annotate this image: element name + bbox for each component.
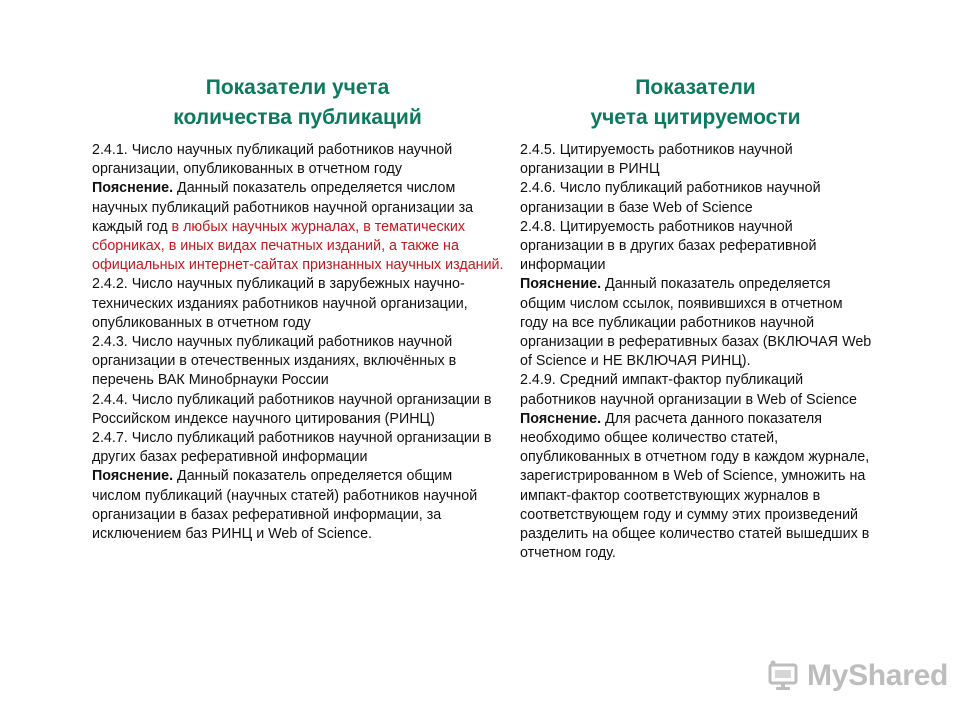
left-item-2-4-3: 2.4.3. Число научных публикаций работников научной организации в отечественных изданиях, включённых в перечень ВАК Минобрнауки России [92, 334, 457, 389]
logo-text: MyShared [807, 659, 948, 692]
right-item-2-4-8: 2.4.8. Цитируемость работников научной организации в в других базах реферативной информации [520, 218, 817, 274]
right-body [520, 141, 873, 563]
right-note-1-label: Пояснение. [520, 276, 602, 293]
presentation-screen-icon [767, 659, 801, 693]
left-item-2-4-7: 2.4.7. Число публикаций работников научной организации в других базах реферативной информации [92, 430, 492, 466]
left-heading-line2: количества публикаций [173, 106, 422, 129]
left-note-2-label: Пояснение. [92, 468, 174, 485]
right-item-2-4-5: 2.4.5. Цитируемость работников научной организации в РИНЦ [520, 142, 793, 178]
left-heading-line1: Показатели учета [205, 76, 390, 99]
right-heading-line2: учета цитируемости [590, 106, 801, 129]
left-heading [90, 73, 505, 133]
left-item-2-4-2: 2.4.2. Число научных публикаций в зарубежных научно-технических изданиях работников научной организации, опубликованных в отчетном году [92, 276, 468, 331]
right-note-2-text: Для расчета данного показателя необходимо общее количество статей, опубликованных в отчетном году в каждом журнале, зарегистрированном в Web of Science, умножить на импакт-фактор соответствующих журналов в соответствующем году и сумму этих произведений разделить на общее количество статей вышедших в отчетном году. [520, 410, 870, 562]
myshared-logo[interactable] [767, 656, 948, 696]
right-item-2-4-9: 2.4.9. Средний импакт-фактор публикаций работников научной организации в Web of Science [520, 372, 857, 408]
left-note-2 [92, 467, 505, 544]
left-item-2-4-1: 2.4.1. Число научных публикаций работников научной организации, опубликованных в отчетном году [92, 142, 453, 178]
right-note-1-text: Данный показатель определяется общим числом ссылок, появившихся в отчетном году на все публикации работников научной организации в реферативных базах (ВКЛЮЧАЯ Web of Science и НЕ ВКЛЮЧАЯ РИНЦ). [520, 276, 872, 370]
right-item-2-4-6: 2.4.6. Число публикаций работников научной организации в базе Web of Science [520, 180, 821, 216]
right-heading-line1: Показатели [635, 76, 756, 99]
left-note-2-text: Данный показатель определяется общим числом публикаций (научных статей) работников научной организации в базах реферативной информации, за исключением баз РИНЦ и Web of Science. [92, 468, 478, 543]
right-note-2 [520, 410, 873, 564]
left-note-1-label: Пояснение. [92, 180, 174, 197]
left-item-2-4-4: 2.4.4. Число публикаций работников научной организации в Российском индексе научного цитирования (РИНЦ) [92, 391, 492, 427]
left-note-1 [92, 179, 505, 275]
left-body [92, 141, 505, 544]
left-note-1-text: Данный показатель определяется числом научных публикаций работников научной организации за каждый год [92, 180, 474, 235]
right-note-2-label: Пояснение. [520, 410, 602, 427]
right-note-1 [520, 275, 873, 371]
left-note-1-highlight: в любых научных журналах, в тематических сборниках, в иных видах печатных изданий, а также на официальных интернет-сайтах признанных научных изданий. [92, 218, 504, 274]
right-heading [518, 73, 873, 133]
